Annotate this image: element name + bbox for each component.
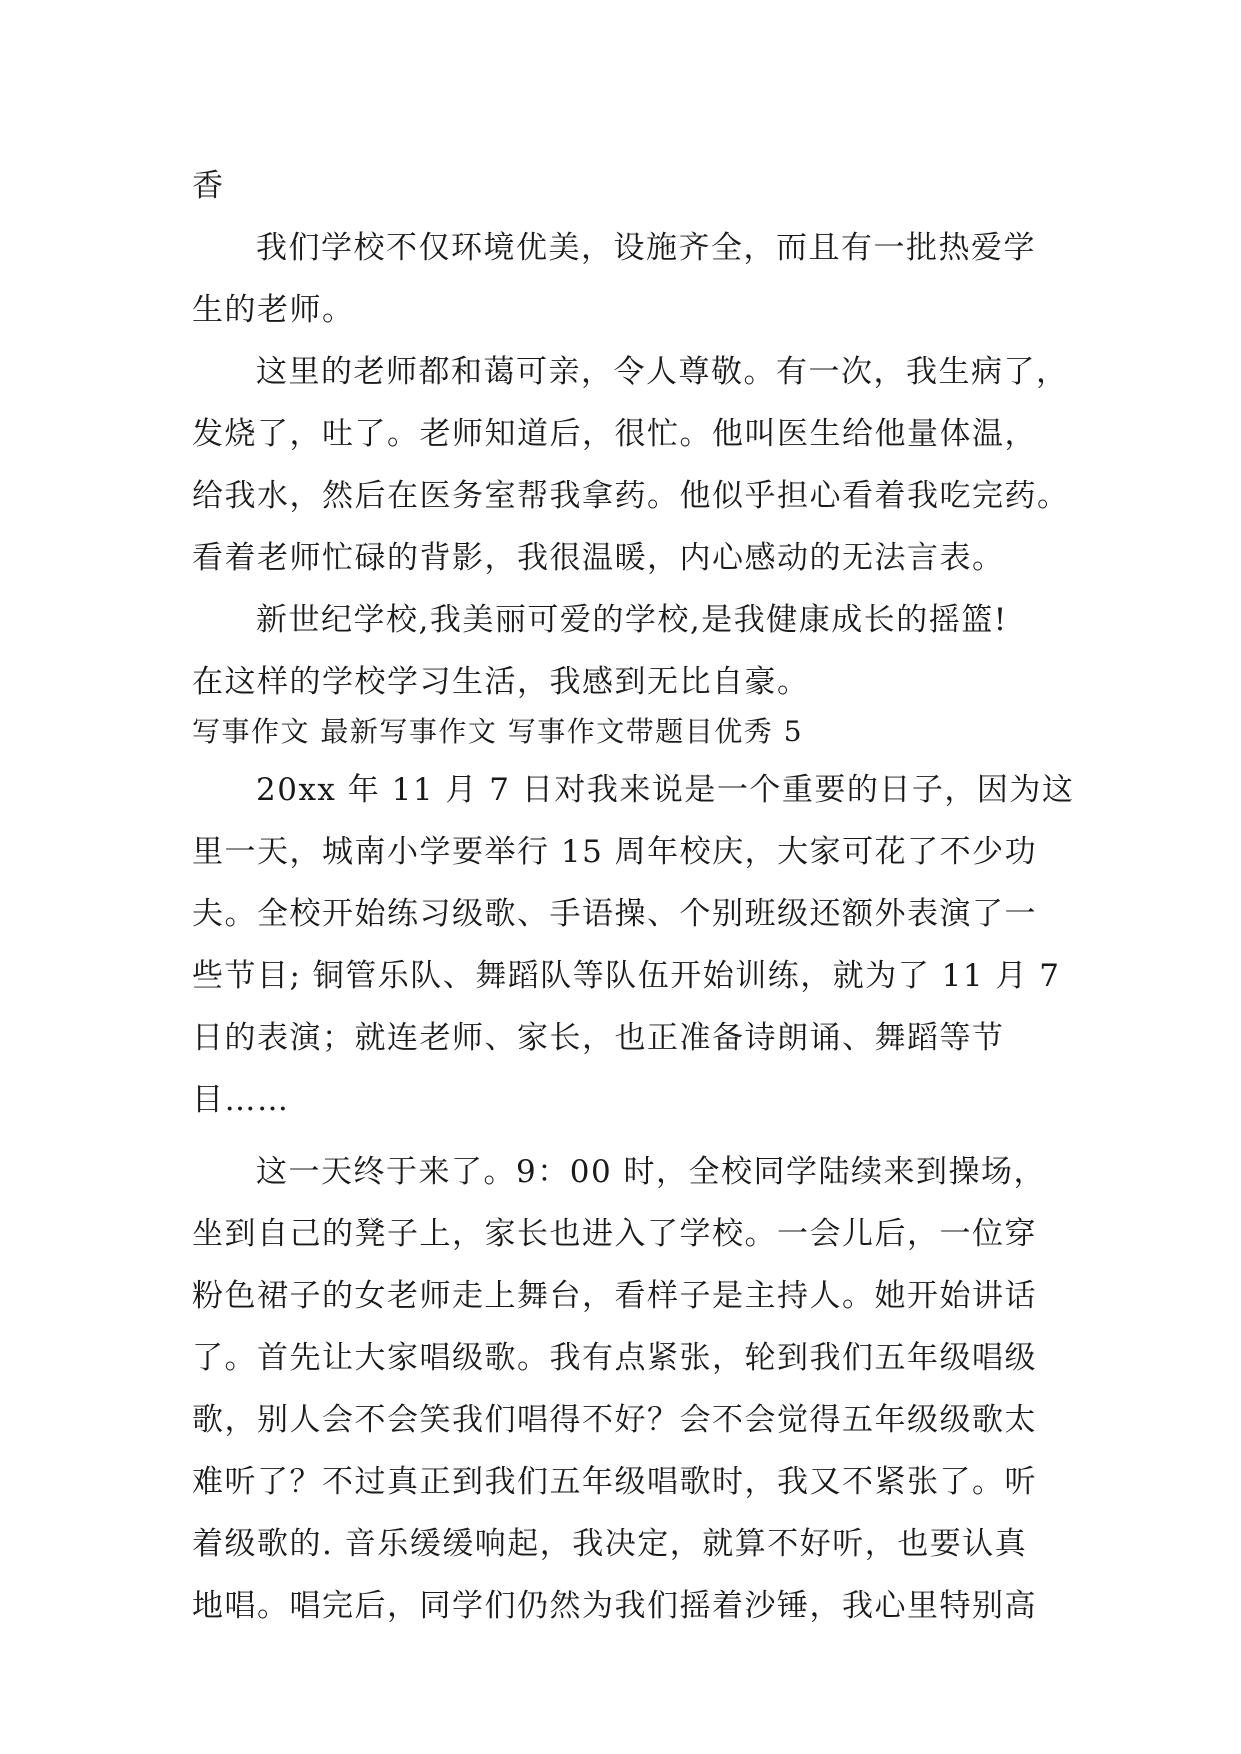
paragraph-line: 坐到自己的凳子上，家长也进入了学校。一会儿后，一位穿 [192,1216,1037,1252]
paragraph-line: 这一天终于来了。9：00 时，全校同学陆续来到操场， [256,1154,1047,1190]
paragraph-line: 新世纪学校,我美丽可爱的学校,是我健康成长的摇篮! [256,602,1008,638]
paragraph-line: 在这样的学校学习生活，我感到无比自豪。 [192,664,810,700]
paragraph-line: 地唱。唱完后，同学们仍然为我们摇着沙锤，我心里特别高 [192,1588,1037,1624]
text-line: 香 [192,168,225,204]
paragraph-line: 些节目; 铜管乐队、舞蹈队等队伍开始训练，就为了 11 月 7 [192,958,1061,994]
paragraph-line: 20xx 年 11 月 7 日对我来说是一个重要的日子，因为这 [256,772,1075,808]
paragraph-line: 了。首先让大家唱级歌。我有点紧张，轮到我们五年级唱级 [192,1340,1037,1376]
paragraph-line: 这里的老师都和蔼可亲，令人尊敬。有一次，我生病了， [256,354,1069,390]
paragraph-line: 我们学校不仅环境优美，设施齐全，而且有一批热爱学 [256,230,1036,266]
paragraph-line: 看着老师忙碌的背影，我很温暖，内心感动的无法言表。 [192,540,1005,576]
paragraph-line: 着级歌的. 音乐缓缓响起，我决定，就算不好听，也要认真 [192,1526,1028,1562]
paragraph-line: 目…… [192,1082,290,1118]
paragraph-line: 生的老师。 [192,292,355,328]
paragraph-line: 里一天，城南小学要举行 15 周年校庆，大家可花了不少功 [192,834,1038,870]
paragraph-line: 歌，别人会不会笑我们唱得不好？会不会觉得五年级级歌太 [192,1402,1037,1438]
paragraph-line: 发烧了，吐了。老师知道后，很忙。他叫医生给他量体温， [192,416,1037,452]
paragraph-line: 给我水，然后在医务室帮我拿药。他似乎担心看着我吃完药。 [192,478,1070,514]
paragraph-line: 夫。全校开始练习级歌、手语操、个别班级还额外表演了一 [192,896,1037,932]
paragraph-line: 日的表演；就连老师、家长，也正准备诗朗诵、舞蹈等节 [192,1020,1005,1056]
paragraph-line: 粉色裙子的女老师走上舞台，看样子是主持人。她开始讲话 [192,1278,1037,1314]
section-heading: 写事作文 最新写事作文 写事作文带题目优秀 5 [192,715,804,748]
paragraph-line: 难听了？不过真正到我们五年级唱歌时，我又不紧张了。听 [192,1464,1037,1500]
